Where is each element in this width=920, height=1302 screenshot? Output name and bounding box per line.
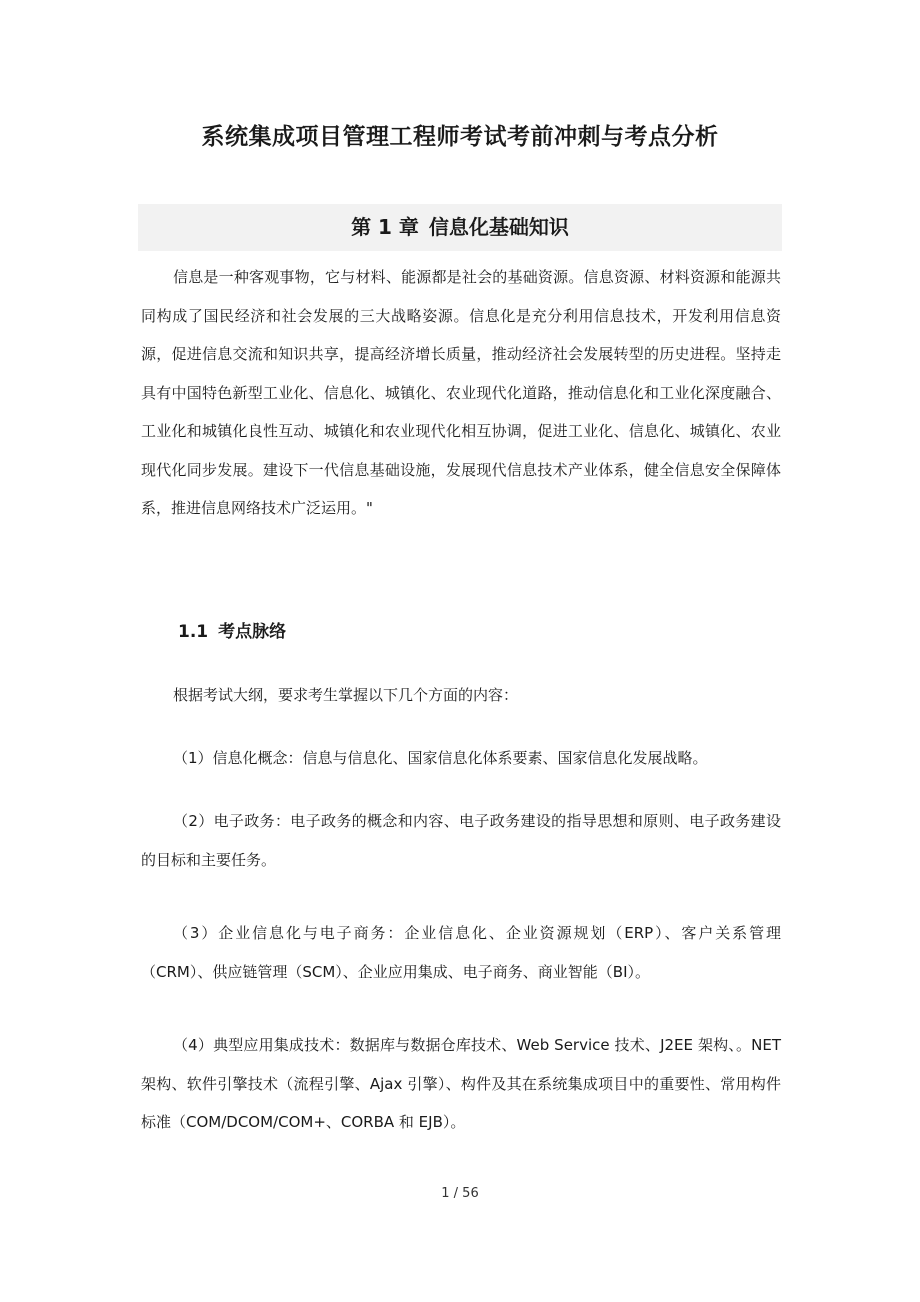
chapter-number: 第 1 章 <box>351 215 419 239</box>
section-heading <box>178 617 286 642</box>
chapter-title: 信息化基础知识 <box>428 215 569 239</box>
lead-paragraph: 根据考试大纲，要求考生掌握以下几个方面的内容： <box>173 686 519 704</box>
list-item: （4）典型应用集成技术：数据库与数据仓库技术、Web Service 技术、J2EE 架构、。NET 架构、软件引擎技术（流程引擎、Ajax 引擎）、构件及其在系统集成项目中的重要性、常用构件标准（COM/DCOM/COM+、CORBA 和 EJB）。 <box>141 1036 781 1131</box>
document-title: 系统集成项目管理工程师考试考前冲刺与考点分析 <box>201 124 719 150</box>
chapter-heading <box>138 204 782 251</box>
page-number: 1 / 56 <box>441 1186 479 1201</box>
list-item: （1）信息化概念：信息与信息化、国家信息化体系要素、国家信息化发展战略。 <box>173 749 708 767</box>
list-item: （3）企业信息化与电子商务：企业信息化、企业资源规划（ERP）、客户关系管理（CRM）、供应链管理（SCM）、企业应用集成、电子商务、商业智能（BI）。 <box>141 924 781 981</box>
section-number: 1.1 <box>178 622 209 642</box>
list-item: （2）电子政务：电子政务的概念和内容、电子政务建设的指导思想和原则、电子政务建设的目标和主要任务。 <box>141 812 781 869</box>
section-title: 考点脉络 <box>218 622 287 642</box>
intro-paragraph: 信息是一种客观事物，它与材料、能源都是社会的基础资源。信息资源、材料资源和能源共同构成了国民经济和社会发展的三大战略姿源。信息化是充分利用信息技术，开发利用信息资源，促进信息交流和知识共享，提高经济增长质量，推动经济社会发展转型的历史进程。坚持走具有中国特色新型工业化、信息化、城镇化、农业现代化道路，推动信息化和工业化深度融合、工业化和城镇化良性互动、城镇化和农业现代化相互协调，促进工业化、信息化、城镇化、农业现代化同步发展。建设下一代信息基础设施，发展现代信息技术产业体系，健全信息安全保障体系，推进信息网络技术广泛运用。" <box>141 268 781 517</box>
